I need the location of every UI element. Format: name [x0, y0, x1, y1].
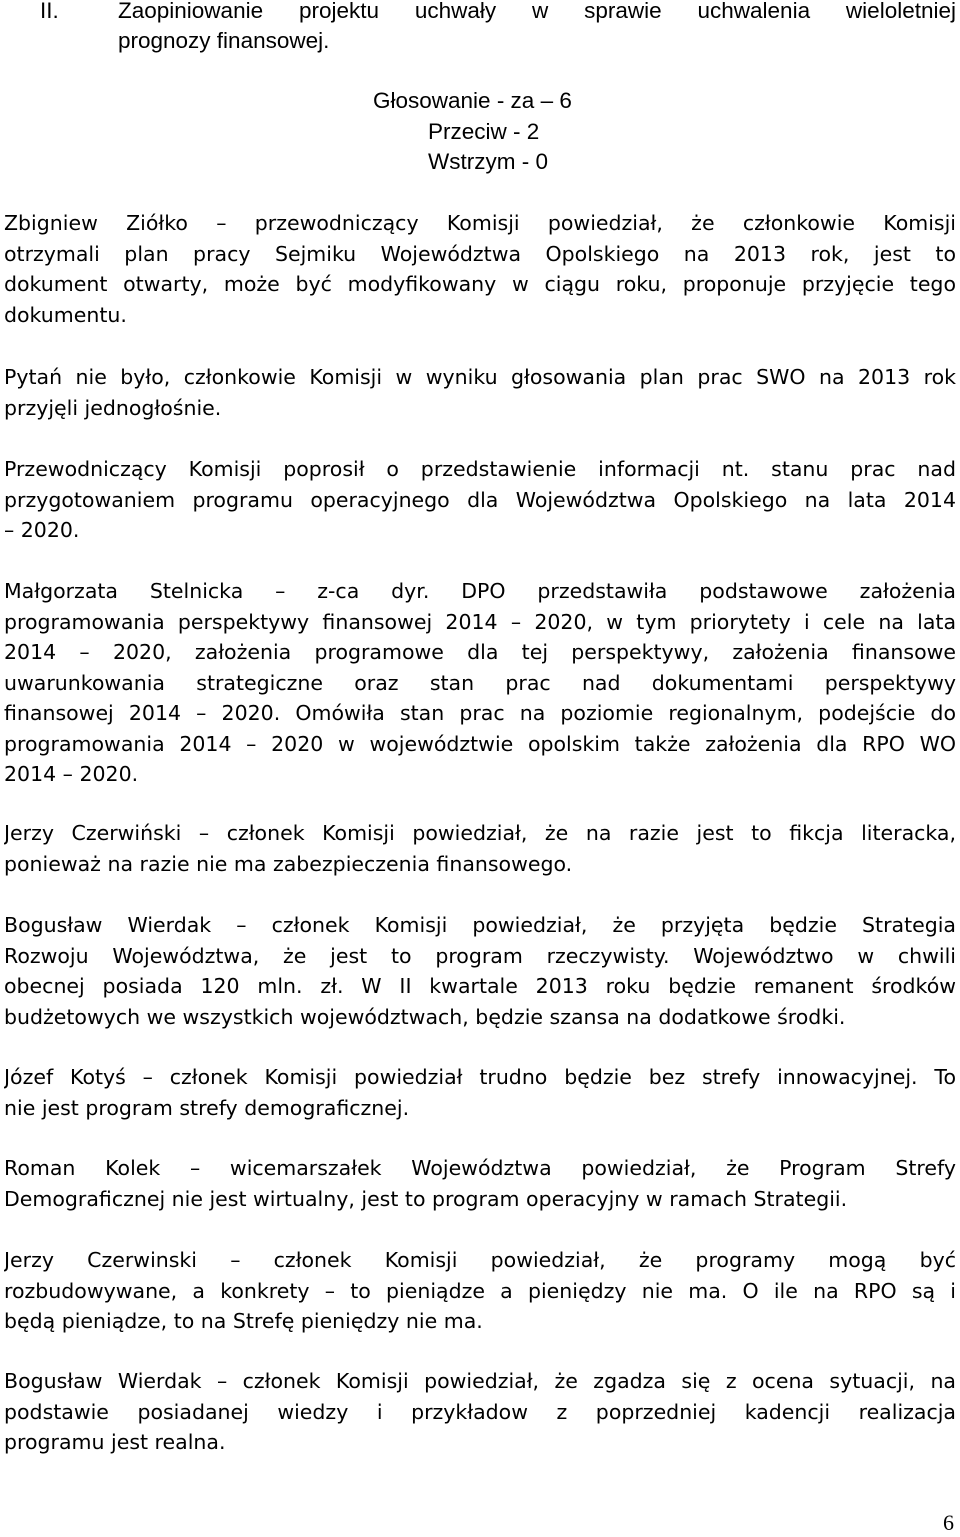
paragraph-line: dokument otwarty, może być modyfikowany w ciągu roku, proponuje przyjęcie tego — [4, 272, 956, 296]
paragraph-line: – 2020. — [4, 518, 80, 542]
paragraph-line: rozbudowywane, a konkrety – to pieniądze a pieniędzy nie ma. O ile na RPO są i — [4, 1278, 956, 1303]
paragraph-line: Rozwoju Województwa, że jest to program rzeczywisty. Województwo w chwili — [4, 943, 956, 968]
paragraph-line: obecnej posiada 120 mln. zł. W II kwartale 2013 roku będzie remanent środków — [4, 974, 956, 998]
paragraph-line: podstawie posiadanej wiedzy i przykładow z poprzedniej kadencji realizacja — [4, 1399, 956, 1424]
paragraph-line: nie jest program strefy demograficznej. — [4, 1095, 410, 1120]
vote-abstain: Wstrzym - 0 — [428, 149, 548, 174]
paragraph-line: dokumentu. — [4, 302, 127, 327]
paragraph-line: Bogusław Wierdak – członek Komisji powiedział, że przyjęta będzie Strategia — [4, 913, 956, 937]
paragraph-wierdak-1 — [4, 910, 956, 1032]
paragraph-line: Jerzy Czerwinski – członek Komisji powiedział, że programy mogą być — [4, 1248, 956, 1272]
paragraph-ziolko — [4, 208, 956, 330]
paragraph-line: Zbigniew Ziółko – przewodniczący Komisji powiedział, że członkowie Komisji — [4, 211, 956, 235]
paragraph-line: Demograficznej nie jest wirtualny, jest to program operacyjny w ramach Strategii. — [4, 1186, 848, 1211]
paragraph-line: Pytań nie było, członkowie Komisji w wyniku głosowania plan prac SWO na 2013 rok — [4, 365, 956, 389]
paragraph-stelnicka — [4, 576, 956, 790]
paragraph-line: otrzymali plan pracy Sejmiku Województwa Opolskiego na 2013 rok, jest to — [4, 241, 956, 266]
paragraph-kotys — [4, 1062, 956, 1123]
paragraph-line: przyjęli jednogłośnie. — [4, 395, 222, 420]
paragraph-questions — [4, 362, 956, 423]
paragraph-line: ponieważ na razie nie ma zabezpieczenia finansowego. — [4, 851, 573, 876]
paragraph-kolek — [4, 1153, 956, 1214]
paragraph-line: 2014 – 2020. — [4, 762, 139, 786]
paragraph-line: Małgorzata Stelnicka – z-ca dyr. DPO przedstawiła podstawowe założenia — [4, 579, 956, 603]
vote-for: Głosowanie - za – 6 — [373, 88, 572, 113]
paragraph-wierdak-2 — [4, 1366, 956, 1458]
section-title-line-1: Zaopiniowanie projektu uchwały w sprawie uchwalenia wieloletniej — [118, 0, 956, 23]
paragraph-line: programu jest realna. — [4, 1430, 226, 1454]
paragraph-line: Jerzy Czerwiński – członek Komisji powiedział, że na razie jest to fikcja literacka, — [4, 821, 956, 845]
paragraph-line: programowania 2014 – 2020 w województwie opolskim także założenia dla RPO WO — [4, 731, 956, 756]
vote-results — [0, 86, 960, 178]
page-number: 6 — [943, 1510, 954, 1535]
paragraph-line: Bogusław Wierdak – członek Komisji powiedział, że zgadza się z ocena sytuacji, na — [4, 1369, 956, 1393]
paragraph-line: budżetowych we wszystkich województwach, będzie szansa na dodatkowe środki. — [4, 1004, 846, 1029]
section-title-line-2: prognozy finansowej. — [118, 28, 330, 53]
paragraph-line: Józef Kotyś – członek Komisji powiedział trudno będzie bez strefy innowacyjnej. To — [4, 1065, 956, 1089]
section-number: II. — [40, 0, 59, 23]
paragraph-chairman-request — [4, 454, 956, 546]
vote-against: Przeciw - 2 — [428, 118, 540, 144]
paragraph-czerwinski-2 — [4, 1245, 956, 1337]
paragraph-line: 2014 – 2020, założenia programowe dla tej perspektywy, założenia finansowe — [4, 640, 956, 664]
paragraph-line: Roman Kolek – wicemarszałek Województwa powiedział, że Program Strefy — [4, 1156, 956, 1180]
paragraph-line: finansowej 2014 – 2020. Omówiła stan prac na poziomie regionalnym, podejście do — [4, 701, 956, 725]
paragraph-line: uwarunkowania strategiczne oraz stan prac nad dokumentami perspektywy — [4, 670, 956, 695]
paragraph-line: będą pieniądze, to na Strefę pieniędzy nie ma. — [4, 1309, 483, 1333]
paragraph-line: przygotowaniem programu operacyjnego dla Województwa Opolskiego na lata 2014 — [4, 487, 956, 512]
paragraph-line: programowania perspektywy finansowej 2014 – 2020, w tym priorytety i cele na lata — [4, 609, 956, 634]
paragraph-line: Przewodniczący Komisji poprosił o przedstawienie informacji nt. stanu prac nad — [4, 457, 956, 481]
paragraph-czerwinski-1 — [4, 818, 956, 879]
